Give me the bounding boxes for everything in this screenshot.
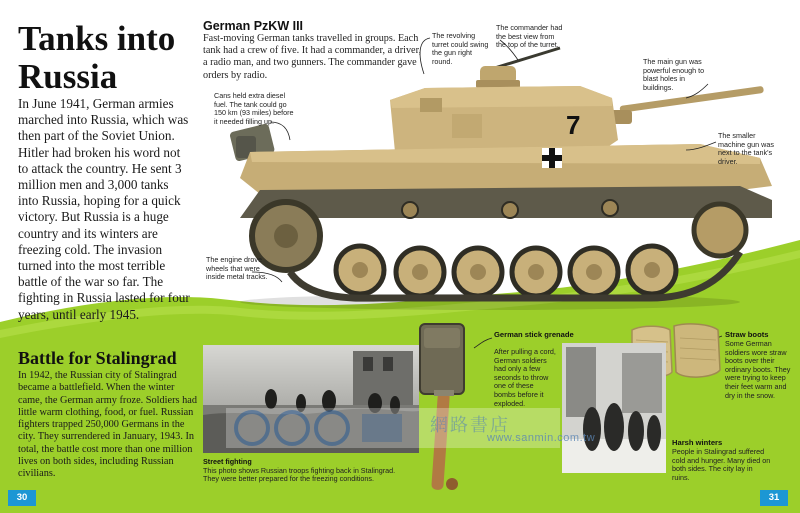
page-number-left: 30 [8, 490, 36, 506]
callout-commander: The commander had the best view from the top of the turret. [496, 23, 563, 50]
street-caption-text: This photo shows Russian troops fighting back in Stalingrad. They were better prepared for the freezing conditions. [203, 465, 396, 484]
turret-number: 7 [566, 110, 581, 140]
intro-paragraph: In June 1941, German armies marched into Russia, which was then part of the Soviet Union. Hitler had broken his word not to attack the country. He sent 3 million men and 3,000 tanks into Russia, hoping for a quick victory. But Russia is a huge country and its winters are freezing cold. The invasion turned into the most terrible battle of the war so far. The fighting in Russia lasted for four years, until early 1945. [18, 96, 190, 322]
grenade-heading: German stick grenade [494, 330, 574, 339]
boots-caption: Some German soldiers wore straw boots over their ordinary boots. They were trying to keep their feet warm and dry in the snow. [725, 339, 791, 400]
street-caption [203, 458, 413, 484]
stick-grenade [418, 322, 492, 492]
boots-heading: Straw boots [725, 330, 769, 339]
harsh-winter-photo [562, 343, 666, 473]
callout-machine-gun: The smaller machine gun was next to the tank's driver. [718, 131, 774, 166]
winter-heading: Harsh winters [672, 438, 723, 447]
callout-main-gun: The main gun was powerful enough to blast holes in buildings. [643, 57, 705, 92]
tank-heading: German PzKW III [203, 19, 304, 33]
watermark-url: www.sanmin.com.tw [487, 432, 596, 444]
grenade-caption: After pulling a cord, German soldiers had only a few seconds to throw one of these bombs before it exploded. [494, 347, 556, 408]
callout-turret: The revolving turret could swing the gun right round. [432, 31, 489, 66]
winter-caption: People in Stalingrad suffered cold and hunger. Many died on both sides. The city lay in ruins. [672, 447, 771, 482]
page-title: Tanks into Russia [18, 19, 176, 96]
callout-fuel: Cans held extra diesel fuel. The tank could go 150 km (93 miles) before it needed filling up. [214, 91, 294, 126]
callout-engine: The engine drove wheels that were inside metal tracks. [206, 255, 268, 282]
stalingrad-heading: Battle for Stalingrad [18, 348, 177, 368]
tank-description: Fast-moving German tanks travelled in groups. Each tank had a crew of five. It had a commander, a driver, a radio man, and two gunners. The commander gave orders by radio. [203, 33, 422, 81]
street-heading: Street fighting [203, 457, 252, 466]
watermark-chinese: 網路書店 [430, 415, 510, 436]
stalingrad-paragraph: In 1942, the Russian city of Stalingrad became a battlefield. When the winter came, the German army froze. Soldiers had little warm clothing, food, or fuel. Russian fighters trapped 250,000 Germans in the city. They surrendered in January, 1943. In total, the battle cost more than one million lives on both sides, including Russian civilians. [18, 370, 197, 480]
page-number-right: 31 [760, 490, 788, 506]
